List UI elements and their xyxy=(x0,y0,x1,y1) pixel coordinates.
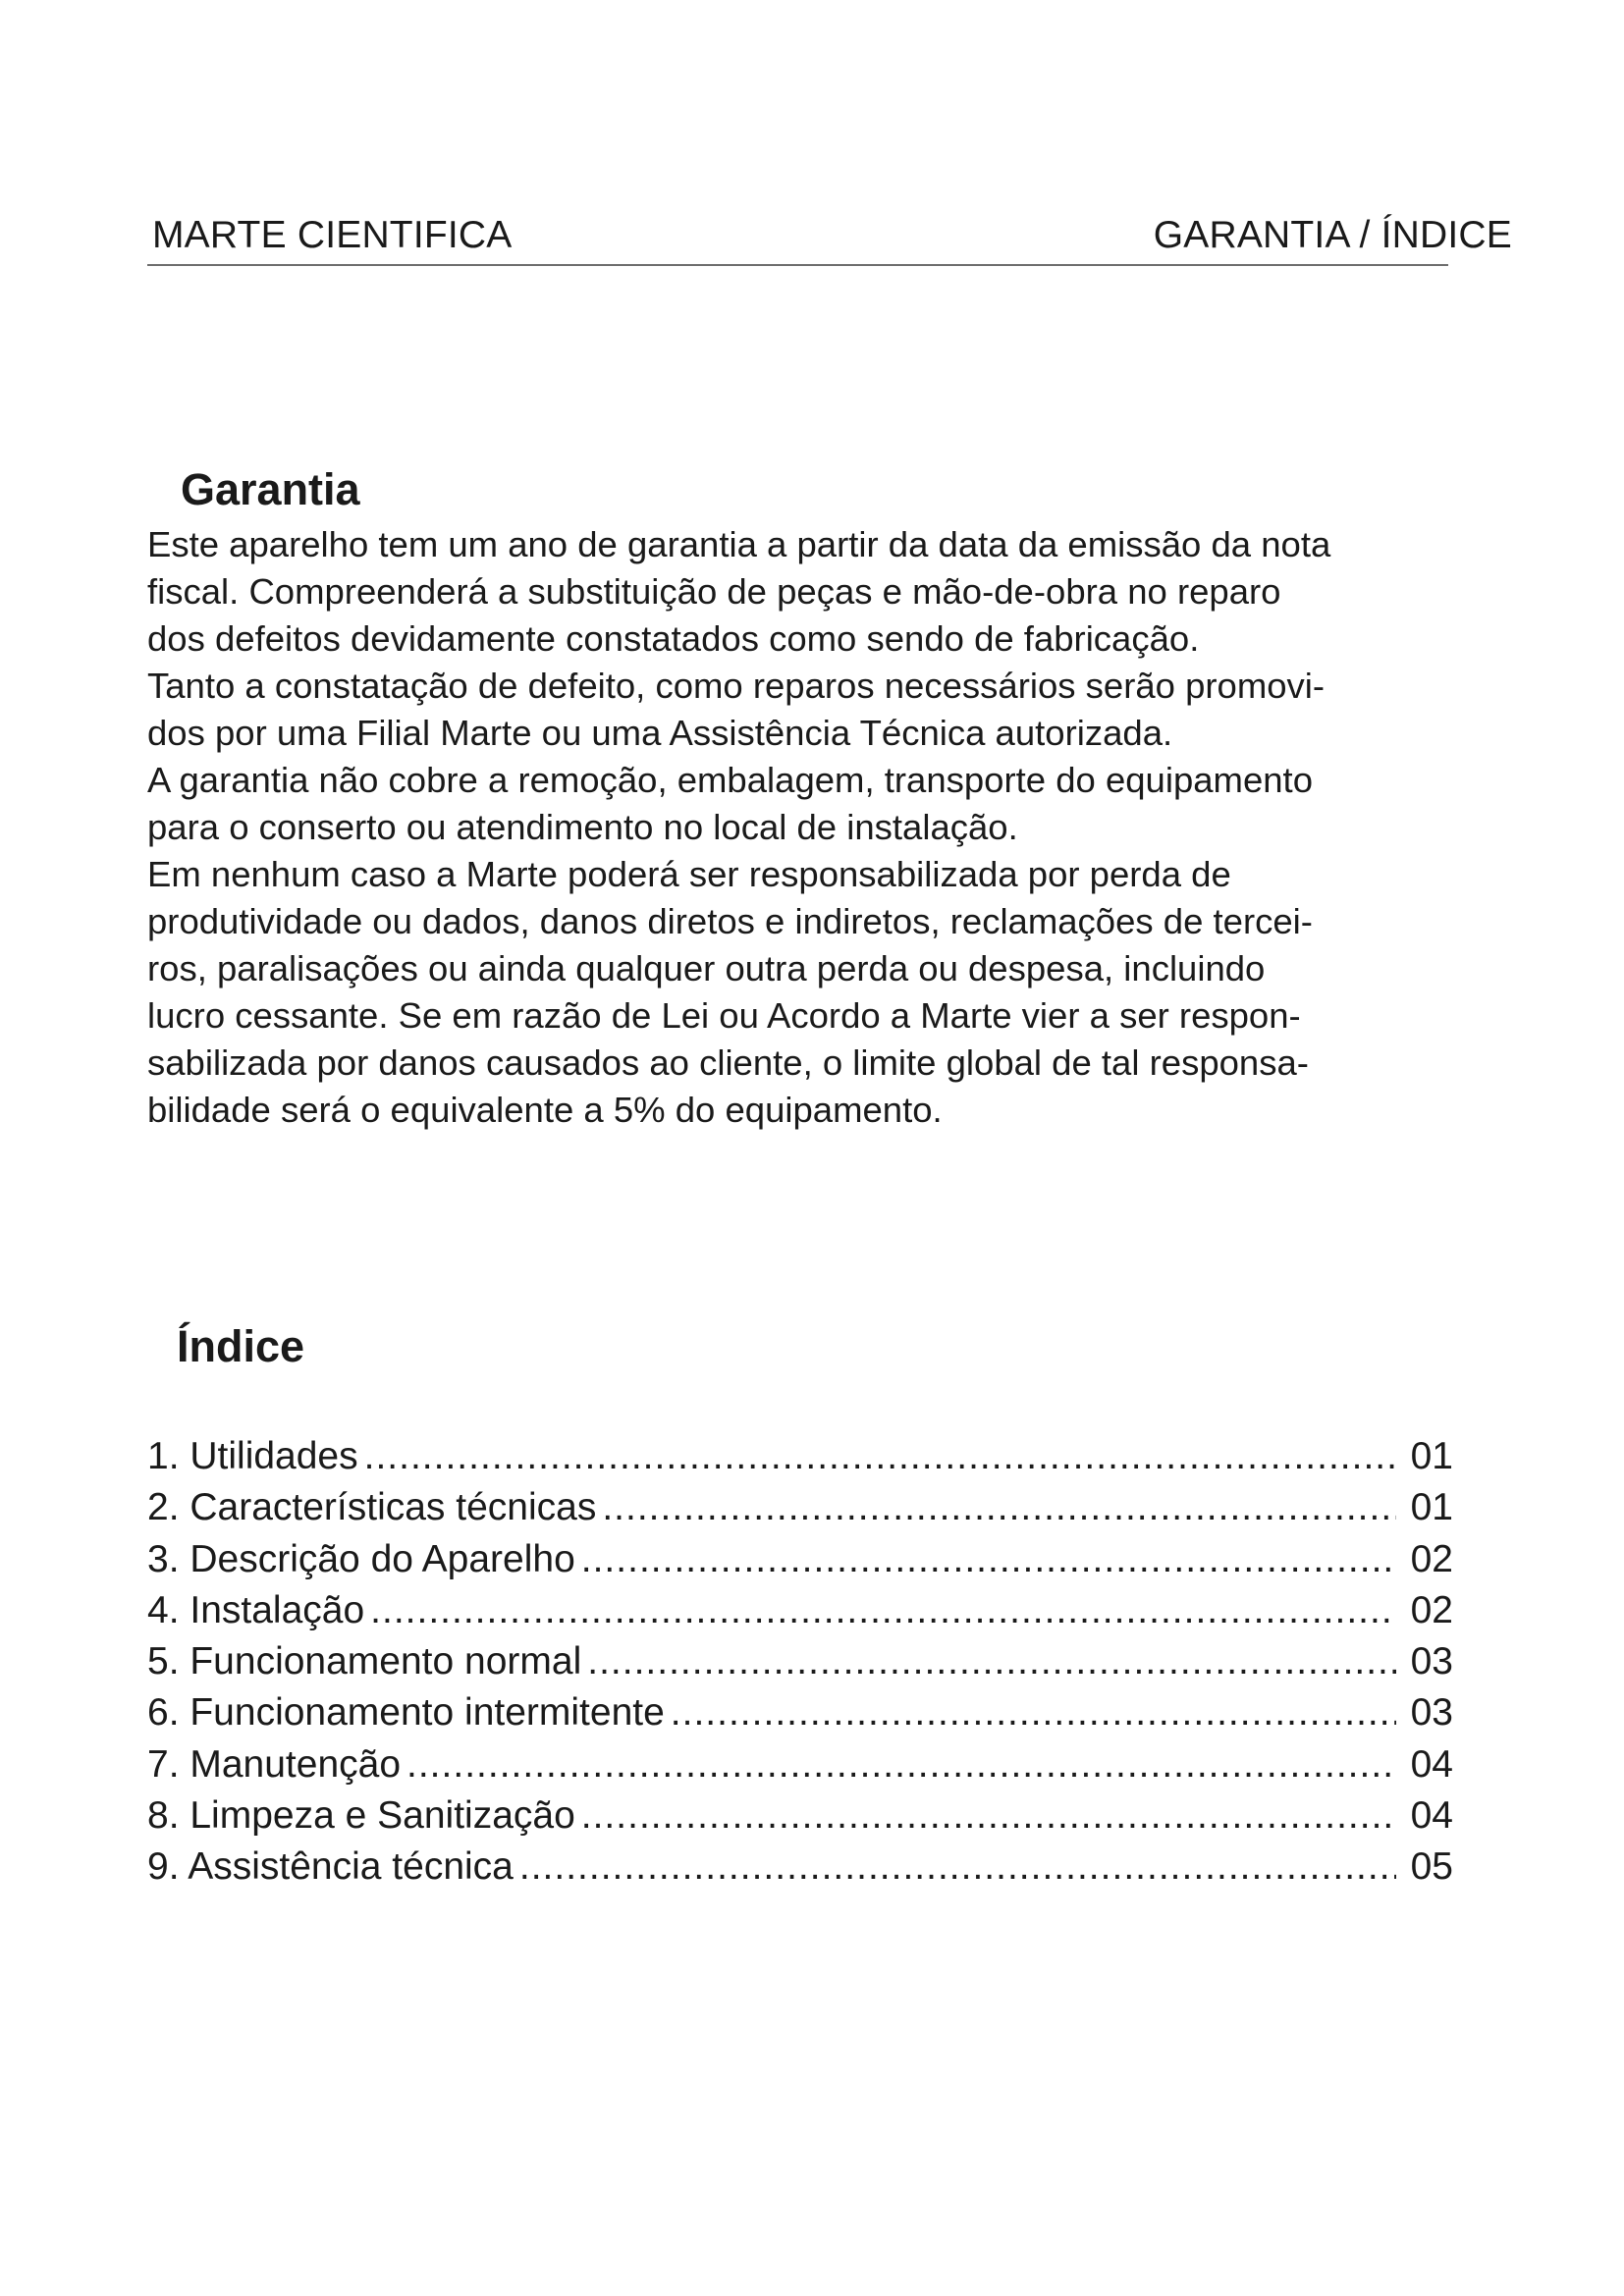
toc-dot-leader xyxy=(581,1538,1396,1581)
section-heading: GARANTIA / ÍNDICE xyxy=(1153,214,1512,256)
toc-entry-page: 02 xyxy=(1410,1537,1453,1580)
toc-dot-leader xyxy=(671,1691,1396,1735)
toc-entry xyxy=(147,1538,1453,1589)
toc-entry-label: 8. Limpeza e Sanitização xyxy=(147,1794,575,1838)
toc-dot-leader xyxy=(602,1486,1396,1529)
warranty-line: A garantia não cobre a remoção, embalagem, transporte do equipamento xyxy=(147,760,1313,800)
warranty-line: ros, paralisações ou ainda qualquer outra perda ou despesa, incluindo xyxy=(147,948,1266,988)
toc-entry-page: 04 xyxy=(1410,1794,1453,1838)
warranty-text xyxy=(147,521,1463,1134)
toc-entry-label: 1. Utilidades xyxy=(147,1435,358,1477)
warranty-line: Tanto a constatação de defeito, como reparos necessários serão promovi- xyxy=(147,666,1326,706)
warranty-line: produtividade ou dados, danos diretos e indiretos, reclamações de tercei- xyxy=(147,901,1313,941)
toc-entry xyxy=(147,1743,1453,1794)
toc-entry-page: 03 xyxy=(1410,1691,1453,1735)
toc-entry-page: 01 xyxy=(1410,1435,1453,1477)
warranty-line: bilidade será o equivalente a 5% do equipamento. xyxy=(147,1090,943,1130)
toc-entry xyxy=(147,1435,1453,1486)
toc-dot-leader xyxy=(587,1640,1396,1683)
page-header xyxy=(147,208,1512,267)
header-divider xyxy=(147,264,1448,266)
warranty-line: dos por uma Filial Marte ou uma Assistência Técnica autorizada. xyxy=(147,713,1173,753)
toc-entry xyxy=(147,1794,1453,1845)
warranty-line: Este aparelho tem um ano de garantia a partir da data da emissão da nota xyxy=(147,524,1331,564)
toc-entry-label: 2. Características técnicas xyxy=(147,1486,597,1529)
toc-entry xyxy=(147,1845,1453,1896)
table-of-contents xyxy=(147,1435,1453,1897)
warranty-line: para o conserto ou atendimento no local de instalação. xyxy=(147,807,1018,847)
warranty-title: Garantia xyxy=(181,464,360,514)
warranty-line: lucro cessante. Se em razão de Lei ou Acordo a Marte vier a ser respon- xyxy=(147,995,1301,1036)
warranty-line: sabilizada por danos causados ao cliente, o limite global de tal responsa- xyxy=(147,1042,1309,1083)
toc-dot-leader xyxy=(581,1794,1396,1838)
toc-entry-label: 5. Funcionamento normal xyxy=(147,1640,582,1683)
toc-entry-label: 3. Descrição do Aparelho xyxy=(147,1537,575,1580)
toc-dot-leader xyxy=(406,1743,1396,1787)
toc-dot-leader xyxy=(519,1845,1396,1889)
toc-entry xyxy=(147,1589,1453,1640)
toc-entry-page: 04 xyxy=(1410,1742,1453,1786)
toc-entry-label: 9. Assistência técnica xyxy=(147,1845,514,1889)
toc-entry xyxy=(147,1640,1453,1691)
toc-entry-page: 02 xyxy=(1410,1588,1453,1631)
toc-entry-page: 01 xyxy=(1410,1486,1453,1529)
index-title: Índice xyxy=(177,1321,305,1371)
toc-entry xyxy=(147,1691,1453,1742)
warranty-line: Em nenhum caso a Marte poderá ser responsabilizada por perda de xyxy=(147,854,1231,894)
toc-entry xyxy=(147,1486,1453,1537)
toc-entry-label: 6. Funcionamento intermitente xyxy=(147,1691,665,1735)
toc-dot-leader xyxy=(364,1435,1396,1478)
toc-entry-label: 4. Instalação xyxy=(147,1588,365,1631)
toc-entry-page: 05 xyxy=(1410,1845,1453,1889)
toc-entry-label: 7. Manutenção xyxy=(147,1742,402,1786)
toc-dot-leader xyxy=(370,1589,1396,1632)
warranty-line: dos defeitos devidamente constatados como sendo de fabricação. xyxy=(147,618,1200,659)
company-name: MARTE CIENTIFICA xyxy=(152,214,513,256)
warranty-line: fiscal. Compreenderá a substituição de peças e mão-de-obra no reparo xyxy=(147,571,1281,612)
toc-entry-page: 03 xyxy=(1410,1640,1453,1683)
